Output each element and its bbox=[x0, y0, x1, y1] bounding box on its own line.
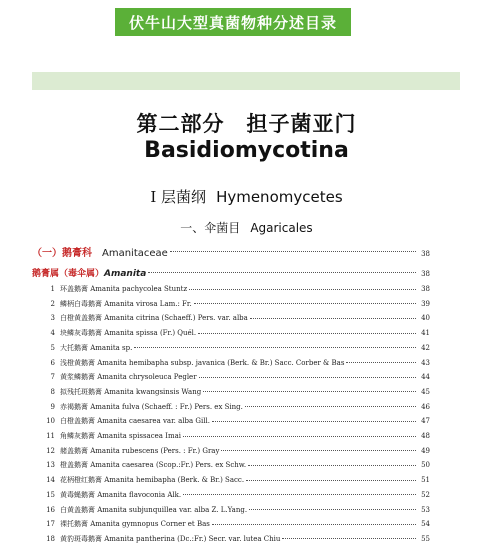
page-number: 41 bbox=[421, 329, 430, 338]
page-number: 40 bbox=[421, 314, 430, 323]
page-number: 38 bbox=[421, 270, 430, 278]
dot-leader bbox=[170, 251, 416, 252]
species-number: 1 bbox=[50, 285, 55, 293]
species-number: 15 bbox=[46, 490, 55, 499]
order-heading-en: Agaricales bbox=[250, 221, 313, 235]
dot-leader bbox=[203, 391, 416, 392]
class-heading-cn: I 层菌纲 bbox=[150, 188, 207, 206]
toc-species-entry[interactable] bbox=[32, 328, 430, 338]
toc-species-entry[interactable] bbox=[32, 490, 430, 500]
dot-leader bbox=[134, 347, 416, 348]
toc-species-entry[interactable] bbox=[32, 475, 430, 485]
species-number: 3 bbox=[50, 314, 55, 323]
page-number: 44 bbox=[421, 373, 430, 382]
order-heading-cn: 一、伞菌目 bbox=[180, 221, 241, 235]
dot-leader bbox=[282, 538, 416, 539]
dot-leader bbox=[199, 377, 416, 378]
toc-species-entry[interactable] bbox=[32, 446, 430, 456]
page-number: 52 bbox=[421, 490, 430, 499]
species-name: 白黄盖鹅膏 Amanita subjunquillea var. alba Z. L.Yang. bbox=[60, 505, 248, 514]
toc-species-entry[interactable] bbox=[32, 284, 430, 294]
toc-family-entry[interactable] bbox=[32, 244, 430, 259]
book-title: 伏牛山大型真菌物种分述目录 bbox=[128, 13, 337, 32]
species-name: 环盖鹅膏 Amanita pachycolea Stuntz bbox=[60, 285, 188, 293]
species-name: 角鳞灰鹅膏 Amanita spissacea Imai bbox=[60, 432, 181, 440]
species-number: 14 bbox=[46, 476, 55, 485]
dot-leader bbox=[248, 465, 416, 466]
page-number: 46 bbox=[421, 402, 430, 411]
dot-leader bbox=[250, 318, 416, 319]
page-number: 43 bbox=[421, 358, 430, 367]
toc-species-entry[interactable] bbox=[32, 387, 430, 397]
species-name: 黄毒蝇鹅膏 Amanita flavoconia Alk. bbox=[60, 490, 182, 499]
page-number: 51 bbox=[421, 476, 430, 485]
species-number: 10 bbox=[46, 417, 55, 426]
page-number: 38 bbox=[421, 285, 430, 293]
family-name-en: Amanitaceae bbox=[102, 248, 168, 259]
class-heading bbox=[0, 186, 493, 207]
dot-leader bbox=[246, 480, 416, 481]
species-name: 白橙盖鹅膏 Amanita caesarea var. alba Gill. bbox=[60, 417, 210, 426]
species-name: 赤褐鹅膏 Amanita fulva (Schaeff. : Fr.) Pers. ex Sing. bbox=[60, 402, 243, 411]
toc-species-entry[interactable] bbox=[32, 505, 430, 515]
species-name: 花柄橙红鹅膏 Amanita hemibapha (Berk. & Br.) Sacc. bbox=[60, 476, 245, 485]
part-title-en: Basidiomycotina bbox=[144, 138, 349, 163]
dot-leader bbox=[183, 436, 416, 437]
species-number: 16 bbox=[46, 505, 55, 514]
species-name: 赭盖鹅膏 Amanita rubescens (Pers. : Fr.) Gray bbox=[60, 446, 220, 455]
page-number: 45 bbox=[421, 387, 430, 396]
page-number: 54 bbox=[421, 520, 430, 529]
dot-leader bbox=[249, 509, 416, 510]
dot-leader bbox=[346, 362, 416, 363]
species-number: 6 bbox=[50, 358, 55, 367]
header-band bbox=[115, 8, 351, 36]
page-number: 38 bbox=[421, 250, 430, 258]
dot-leader bbox=[148, 272, 416, 273]
toc-species-entry[interactable] bbox=[32, 402, 430, 412]
page-number: 48 bbox=[421, 432, 430, 440]
species-name: 橙盖鹅膏 Amanita caesarea (Scop.:Fr.) Pers. ex Schw. bbox=[60, 461, 247, 470]
decorative-band bbox=[32, 72, 460, 90]
toc-species-entry[interactable] bbox=[32, 358, 430, 368]
dot-leader bbox=[194, 303, 416, 304]
genus-name-en: Amanita bbox=[104, 269, 147, 279]
species-number: 9 bbox=[50, 402, 55, 411]
species-number: 8 bbox=[50, 387, 55, 396]
dot-leader bbox=[212, 524, 416, 525]
dot-leader bbox=[221, 450, 416, 451]
species-number: 11 bbox=[46, 432, 55, 440]
page-number: 55 bbox=[421, 534, 430, 543]
species-number: 2 bbox=[50, 299, 55, 308]
dot-leader bbox=[212, 421, 416, 422]
species-name: 裸托鹅膏 Amanita gymnopus Corner et Bas bbox=[60, 520, 210, 529]
toc-species-entry[interactable] bbox=[32, 343, 430, 353]
toc-species-entry[interactable] bbox=[32, 372, 430, 382]
page-number: 47 bbox=[421, 417, 430, 426]
species-name: 黄豹斑毒鹅膏 Amanita pantherina (Dc.:Fr.) Secr. var. lutea Chiu bbox=[60, 534, 281, 543]
toc-species-entry[interactable] bbox=[32, 313, 430, 323]
species-number: 4 bbox=[50, 329, 55, 338]
toc-species-entry[interactable] bbox=[32, 416, 430, 426]
family-name-cn: （一）鹅膏科 bbox=[32, 248, 92, 259]
species-name: 鳞柄白毒鹅膏 Amanita virosa Lam.: Fr. bbox=[60, 299, 192, 308]
toc-species-entry[interactable] bbox=[32, 431, 430, 441]
species-name: 块鳞灰毒鹅膏 Amanita spissa (Fr.) Quél. bbox=[60, 329, 197, 338]
page-number: 42 bbox=[421, 343, 430, 352]
dot-leader bbox=[245, 406, 416, 407]
page-number: 53 bbox=[421, 505, 430, 514]
toc-species-entry[interactable] bbox=[32, 534, 430, 544]
dot-leader bbox=[198, 333, 416, 334]
species-name: 拟残托斑鹅膏 Amanita kwangsinsis Wang bbox=[60, 387, 202, 396]
order-heading bbox=[0, 219, 493, 236]
species-number: 13 bbox=[46, 461, 55, 470]
species-number: 18 bbox=[46, 534, 55, 543]
genus-name-cn: 鹅膏属（毒伞属） bbox=[32, 269, 105, 279]
species-number: 7 bbox=[50, 373, 55, 382]
species-name: 浅橙黄鹅膏 Amanita hemibapha subsp. javanica (Berk. & Br.) Sacc. Corber & Bas bbox=[60, 358, 345, 367]
class-heading-en: Hymenomycetes bbox=[216, 188, 343, 206]
species-name: 黄浆鳞鹅膏 Amanita chrysoleuca Pegler bbox=[60, 373, 197, 382]
page-number: 39 bbox=[421, 299, 430, 308]
page-number: 49 bbox=[421, 446, 430, 455]
toc-genus-entry[interactable] bbox=[32, 266, 430, 279]
toc-species-entry[interactable] bbox=[32, 299, 430, 309]
species-number: 12 bbox=[46, 446, 55, 455]
dot-leader bbox=[183, 494, 416, 495]
species-name: 大托鹅膏 Amanita sp. bbox=[60, 343, 133, 352]
species-number: 17 bbox=[46, 520, 55, 529]
species-number: 5 bbox=[50, 343, 55, 352]
page-number: 50 bbox=[421, 461, 430, 470]
dot-leader bbox=[189, 289, 416, 290]
toc-species-entry[interactable] bbox=[32, 519, 430, 529]
species-name: 白橙黄盖鹅膏 Amanita citrina (Schaeff.) Pers. var. alba bbox=[60, 314, 248, 323]
toc-species-entry[interactable] bbox=[32, 460, 430, 470]
part-title-cn: 第二部分 担子菌亚门 bbox=[136, 112, 357, 136]
